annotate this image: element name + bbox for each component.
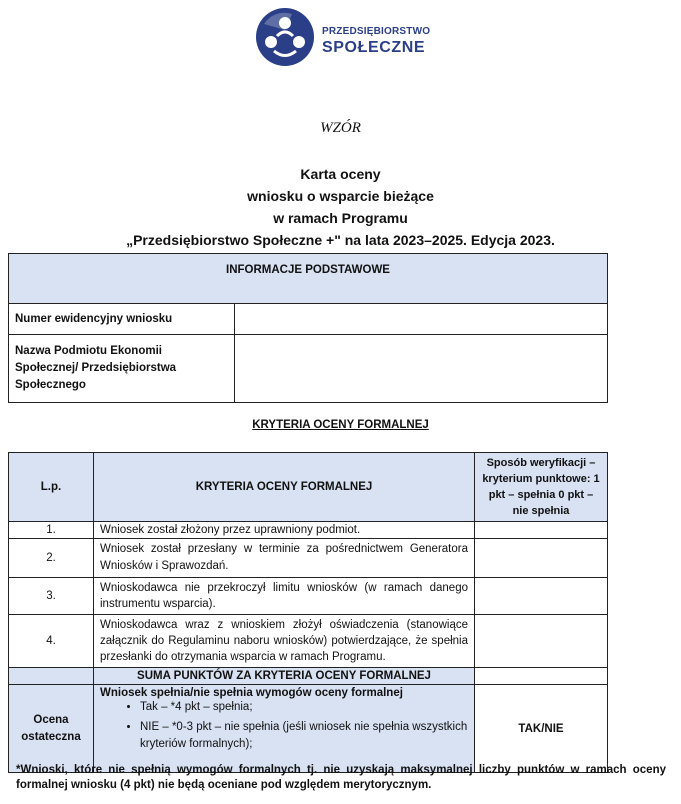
final-option-yes: • Tak – *4 pkt – spełnia; <box>140 701 468 713</box>
sum-row-spacer <box>9 668 94 685</box>
col-lp-header: L.p. <box>9 453 94 522</box>
final-assessment-list <box>100 701 468 753</box>
criteria-row-1-score[interactable] <box>475 522 608 539</box>
evidence-number-field[interactable] <box>235 304 608 335</box>
template-label: WZÓR <box>320 120 361 136</box>
criteria-row-3-score[interactable] <box>475 578 608 615</box>
entity-name-label: Nazwa Podmiotu Ekonomii Społecznej/ Przedsiębiorstwa Społecznego <box>9 335 235 403</box>
criteria-row-4-lp: 4. <box>9 615 94 668</box>
sum-label: SUMA PUNKTÓW ZA KRYTERIA OCENY FORMALNEJ <box>94 668 475 685</box>
criteria-row-3-lp: 3. <box>9 578 94 615</box>
criteria-row-1-lp: 1. <box>9 522 94 539</box>
evidence-number-label: Numer ewidencyjny wniosku <box>9 304 235 335</box>
logo-emblem-icon <box>252 6 318 68</box>
title-line-1: Karta oceny <box>300 166 381 182</box>
col-criteria-header: KRYTERIA OCENY FORMALNEJ <box>94 453 475 522</box>
final-assessment-heading: Wniosek spełnia/nie spełnia wymogów oceny formalnej <box>100 687 403 699</box>
section-title: KRYTERIA OCENY FORMALNEJ <box>252 419 429 431</box>
footnote: *Wnioski, które nie spełnią wymogów formalnych tj. nie uzyskają maksymalnej liczby punktów w ramach oceny formalnej wniosku (4 pkt) nie będą oceniane pod względem merytorycznym. <box>16 764 666 791</box>
criteria-row-4-score[interactable] <box>475 615 608 668</box>
criteria-row-2-text: Wniosek został przesłany w terminie za pośrednictwem Generatora Wniosków i Sprawozdań. <box>94 539 475 578</box>
criteria-row-2-score[interactable] <box>475 539 608 578</box>
criteria-row-2-lp: 2. <box>9 539 94 578</box>
criteria-row-1-text: Wniosek został złożony przez uprawniony podmiot. <box>94 522 475 539</box>
criteria-table <box>8 452 608 773</box>
title-line-4: „Przedsiębiorstwo Społeczne +" na lata 2023–2025. Edycja 2023. <box>126 232 555 248</box>
criteria-row-4-text: Wnioskodawca wraz z wnioskiem złożył oświadczenia (stanowiące załącznik do Regulaminu naboru wniosków) potwierdzające, że spełnia przesłanki do otrzymania wsparcia w ramach Programu. <box>94 615 475 668</box>
final-assessment-label: Ocena ostateczna <box>9 685 94 773</box>
basic-info-table <box>8 253 608 403</box>
title-line-2: wniosku o wsparcie bieżące <box>247 188 434 204</box>
final-option-no: • NIE – *0-3 pkt – nie spełnia (jeśli wniosek nie spełnia wszystkich kryteriów formalnych); <box>140 719 468 753</box>
basic-info-header: INFORMACJE PODSTAWOWE <box>9 254 608 304</box>
logo-text-bottom: SPOŁECZNE <box>322 39 426 56</box>
title-line-3: w ramach Programu <box>273 210 408 226</box>
col-method-header: Sposób weryfikacji – kryterium punktowe: 1 pkt – spełnia 0 pkt – nie spełnia <box>475 453 608 522</box>
entity-name-field[interactable] <box>235 335 608 403</box>
logo-text-top: PRZEDSIĘBIORSTWO <box>322 26 431 37</box>
final-assessment-cell <box>94 685 475 773</box>
criteria-row-3-text: Wnioskodawca nie przekroczył limitu wniosków (w ramach danego instrumentu wsparcia). <box>94 578 475 615</box>
logo <box>252 6 442 68</box>
sum-score[interactable] <box>475 668 608 685</box>
final-assessment-value[interactable]: TAK/NIE <box>475 685 608 773</box>
